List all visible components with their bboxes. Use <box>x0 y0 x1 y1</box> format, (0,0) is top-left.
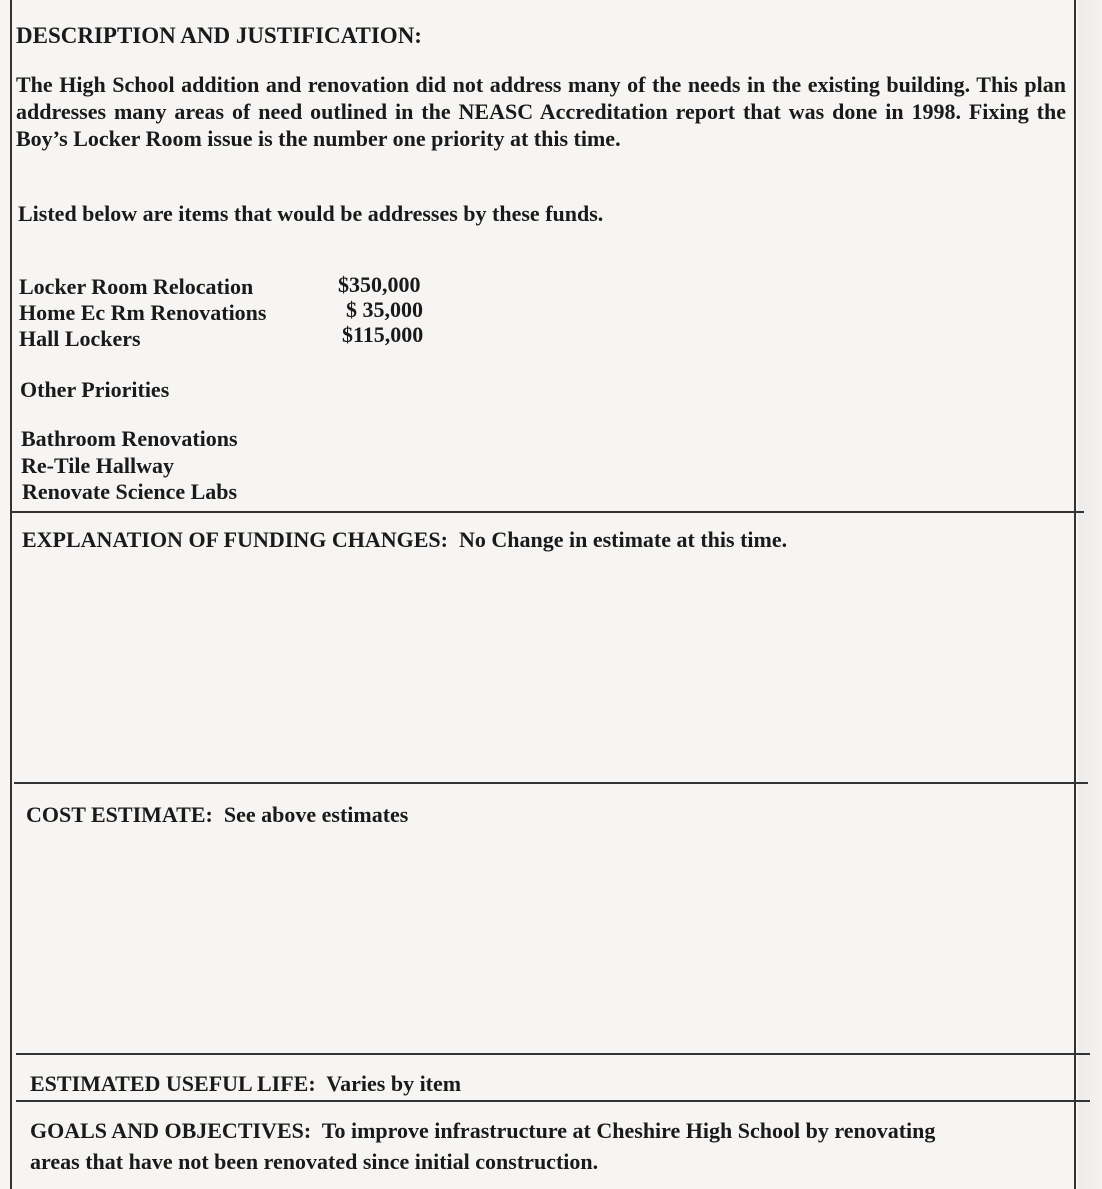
funding-heading: EXPLANATION OF FUNDING CHANGES: <box>22 527 448 552</box>
funding-text: No Change in estimate at this time. <box>458 527 788 552</box>
life-text: Varies by item <box>326 1071 462 1096</box>
section-divider <box>14 782 1088 784</box>
form-frame <box>10 0 1076 1189</box>
funding-section <box>22 526 787 553</box>
goals-text-line2: areas that have not been renovated since initial construction. <box>30 1149 599 1174</box>
item-amount-home-ec: $ 35,000 <box>346 297 423 322</box>
life-heading: ESTIMATED USEFUL LIFE: <box>30 1071 316 1096</box>
item-label-home-ec: Home Ec Rm Renovations <box>19 300 267 325</box>
item-label-locker-room: Locker Room Relocation <box>19 274 254 299</box>
item-amount-locker-room: $350,000 <box>338 272 421 297</box>
section-divider <box>16 1053 1090 1055</box>
description-heading: DESCRIPTION AND JUSTIFICATION: <box>16 23 422 48</box>
other-priorities-heading: Other Priorities <box>20 377 170 402</box>
goals-line1 <box>30 1117 935 1144</box>
goals-heading: GOALS AND OBJECTIVES: <box>30 1118 312 1143</box>
listed-intro: Listed below are items that would be addresses by these funds. <box>18 201 604 226</box>
section-divider <box>16 1100 1090 1102</box>
life-section <box>30 1070 461 1097</box>
other-item: Renovate Science Labs <box>22 479 238 504</box>
item-amount-hall-lockers: $115,000 <box>342 322 424 347</box>
cost-heading: COST ESTIMATE: <box>26 802 213 827</box>
other-item: Re-Tile Hallway <box>21 453 174 478</box>
cost-section <box>26 801 408 828</box>
other-item: Bathroom Renovations <box>21 426 238 451</box>
cost-text: See above estimates <box>223 802 409 827</box>
item-label-hall-lockers: Hall Lockers <box>19 326 141 351</box>
page-edge-shadow <box>1078 0 1102 1189</box>
section-divider <box>10 511 1084 513</box>
description-paragraph: The High School addition and renovation did not address many of the needs in the existing building. This plan addresses many areas of need outlined in the NEASC Accreditation report that was done in 1998. Fixing the Boy’s Locker Room issue is the number one priority at this time. <box>16 72 1066 151</box>
goals-text-line1: To improve infrastructure at Cheshire High School by renovating <box>321 1118 936 1143</box>
